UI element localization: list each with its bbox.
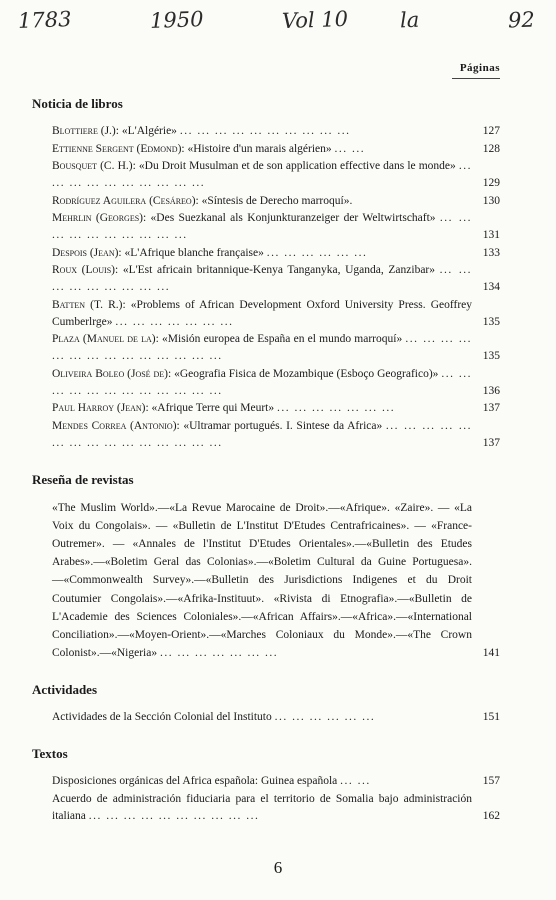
handwritten-note: la — [399, 7, 420, 33]
list-item: Disposiciones orgánicas del Africa española: Guinea española ... ... 157 — [52, 773, 500, 790]
section-title: Actividades — [32, 682, 97, 698]
entry-title: «L'Afrique blanche française» — [124, 246, 264, 259]
entry-title: «Problems of African Development Oxford University Press. Geoffrey Cumberlrge» — [52, 298, 472, 328]
entry-title: «Des Suezkanal als Konjunkturanzeiger der Weltwirtschaft» — [150, 212, 436, 224]
section-resena-de-revistas — [32, 472, 500, 663]
entry-page: 133 — [482, 246, 500, 259]
handwritten-annotations — [0, 8, 556, 48]
entry-author: Mehrlin (Georges): — [52, 212, 147, 224]
list-item: Actividades de la Sección Colonial del Instituto ... ... ... ... ... ... 151 — [52, 709, 500, 726]
handwritten-note: Vol 10 — [281, 6, 349, 34]
entry-page: 131 — [482, 229, 500, 241]
entry-title: «Misión europea de España en el mundo marroquí» — [162, 333, 403, 345]
handwritten-note: 1783 — [17, 7, 72, 33]
entry-author: Batten (T. R.): — [52, 298, 126, 311]
entry-title: «L'Est africain britannique-Kenya Tanganyka, Uganda, Zanzibar» — [122, 264, 436, 276]
entry-list — [32, 773, 500, 825]
section-noticia-de-libros — [32, 96, 500, 452]
entry-title: Actividades de la Sección Colonial del Instituto — [52, 711, 272, 724]
list-item: Roux (Louis): «L'Est africain britannique-Kenya Tanganyka, Uganda, Zanzibar» ... ... ... ... ... ... ... ... ... 134 — [52, 262, 500, 296]
entry-page: 137 — [482, 436, 500, 449]
section-title: Reseña de revistas — [32, 471, 134, 487]
entry-author: Paul Harroy (Jean): — [52, 402, 149, 414]
entry-author: Despois (Jean): — [52, 246, 122, 259]
section-actividades — [32, 682, 500, 726]
entry-page: 157 — [482, 775, 500, 788]
list-item: «The Muslim World».—«La Revue Marocaine de Droit».—«Afrique». «Zaire». — «La Voix du Congolais». — «Bulletin de L'Institut D'Etudes Centrafricaines». — «France-Outremer». — «Annales de l'Institut D'Etudes Orientales».—«Bulletin des Etudes Arabes».—«Boletim Geral das Colonias».—«Boletim Cultural da Guine Portuguesa».—«Commonwealth Survey».—«Bulletin des Jurisdictions Indigenes et du Droit Coutumier Congolais».—«Afrika-Instituut». «Rivista di Etnografia».—«Bulletin de L'Academie des Sciences Coloniales».—«African Affairs».—«Africa».—«International Conciliation».—«Moyen-Orient».—«Marches Coloniaux du Monde».—«The Crown Colonist».—«Nigeria» ... ... ... ... ... ... ... 141 — [52, 499, 500, 663]
list-item: Paul Harroy (Jean): «Afrique Terre qui Meurt» ... ... ... ... ... ... ... 137 — [52, 400, 500, 417]
entry-page: 127 — [482, 125, 500, 137]
entry-author: Bousquet (C. H.): — [52, 160, 136, 172]
section-title: Noticia de libros — [32, 96, 123, 111]
list-item: Despois (Jean): «L'Afrique blanche française» ... ... ... ... ... ... 133 — [52, 245, 500, 262]
header-rule — [452, 78, 500, 79]
entry-page: 141 — [482, 647, 500, 660]
entry-title: «Geografia Fisica de Mozambique (Esboço Geografico)» — [174, 367, 439, 380]
entry-title: «Afrique Terre qui Meurt» — [151, 402, 275, 414]
entry-author: Blottiere (J.): — [52, 125, 119, 137]
handwritten-note: 92 — [507, 7, 536, 33]
entry-author: Oliveira Boleo (José de): — [52, 367, 172, 380]
entry-page: 136 — [482, 384, 500, 397]
list-item: Plaza (Manuel de la): «Misión europea de España en el mundo marroquí» ... ... ... ... ... ... ... ... ... ... ... ... ... ... 135 — [52, 331, 500, 365]
entry-title: «Ultramar portugués. I. Sintese da Africa» — [183, 419, 383, 432]
entry-author: Mendes Correa (Antonio): — [52, 419, 180, 432]
entry-page: 130 — [482, 194, 500, 207]
entry-title: Disposiciones orgánicas del Africa española: Guinea española — [52, 775, 338, 788]
list-item: Mehrlin (Georges): «Des Suezkanal als Konjunkturanzeiger der Weltwirtschaft» ... ... ... ... ... ... ... ... ... ... 131 — [52, 210, 500, 244]
entry-page: 151 — [482, 711, 500, 724]
entry-author: Rodríguez Aguilera (Cesáreo): — [52, 194, 199, 207]
entry-page: 135 — [482, 350, 500, 362]
entry-author: Ettienne Sergent (Edmond): — [52, 142, 185, 155]
list-item: Oliveira Boleo (José de): «Geografia Fisica de Mozambique (Esboço Geografico)» ... ... ... ... ... ... ... ... ... ... ... ... 136 — [52, 366, 500, 400]
entry-list — [32, 499, 500, 663]
entry-title: «Síntesis de Derecho marroquí». — [201, 194, 353, 207]
handwritten-note: 1950 — [149, 7, 204, 33]
entry-title: «Histoire d'un marais algérien» — [187, 142, 332, 155]
entry-page: 135 — [482, 315, 500, 328]
entry-page: 162 — [482, 809, 500, 822]
revistas-text: «The Muslim World».—«La Revue Marocaine de Droit».—«Afrique». «Zaire». — «La Voix du Congolais». — «Bulletin de L'Institut D'Etudes Centrafricaines». — «France-Outremer». — «Annales de l'Institut D'Etudes Orientales».—«Bulletin des Etudes Arabes».—«Boletim Geral das Colonias».—«Boletim Cultural da Guine Portuguesa».—«Commonwealth Survey».—«Bulletin des Jurisdictions Indigenes et du Droit Coutumier Congolais».—«Afrika-Instituut». «Rivista di Etnografia».—«Bulletin de L'Academie des Sciences Coloniales».—«African Affairs».—«Africa».—«International Conciliation».—«Moyen-Orient».—«Marches Coloniaux du Monde».—«The Crown Colonist».—«Nigeria» — [52, 501, 472, 660]
list-item — [52, 193, 500, 210]
entry-page: 137 — [482, 402, 500, 414]
list-item: Batten (T. R.): «Problems of African Development Oxford University Press. Geoffrey Cumberlrge» ... ... ... ... ... ... ... 135 — [52, 297, 500, 331]
list-item: Ettienne Sergent (Edmond): «Histoire d'un marais algérien» ... ... 128 — [52, 141, 500, 158]
entry-page: 134 — [482, 281, 500, 293]
entry-page: 128 — [482, 142, 500, 155]
list-item: Blottiere (J.): «L'Algérie» ... ... ... ... ... ... ... ... ... ... 127 — [52, 123, 500, 140]
entry-title: «L'Algérie» — [121, 125, 177, 137]
entry-page: 129 — [482, 177, 500, 189]
page-number: 6 — [273, 858, 283, 877]
section-title: Textos — [32, 746, 68, 762]
list-item: Acuerdo de administración fiduciaria para el territorio de Somalia bajo administración italiana ... ... ... ... ... ... ... ... ... ... 162 — [52, 791, 500, 825]
list-item: Mendes Correa (Antonio): «Ultramar portugués. I. Sintese da Africa» ... ... ... ... ... ... ... ... ... ... ... ... ... ... ... 137 — [52, 418, 500, 452]
list-item: Bousquet (C. H.): «Du Droit Musulman et de son application effective dans le monde» ... ... ... ... ... ... ... ... ... ... 129 — [52, 158, 500, 192]
entry-author: Plaza (Manuel de la): — [52, 333, 159, 345]
section-textos — [32, 746, 500, 825]
entry-author: Roux (Louis): — [52, 264, 119, 276]
entry-list — [32, 123, 500, 452]
entry-title: «Du Droit Musulman et de son application effective dans le monde» — [138, 160, 456, 172]
entry-title: Acuerdo de administración fiduciaria para el territorio de Somalia bajo administración italiana — [52, 792, 472, 822]
entry-list — [32, 709, 500, 726]
paginas-header: Páginas — [459, 62, 500, 74]
table-of-contents — [32, 96, 500, 845]
